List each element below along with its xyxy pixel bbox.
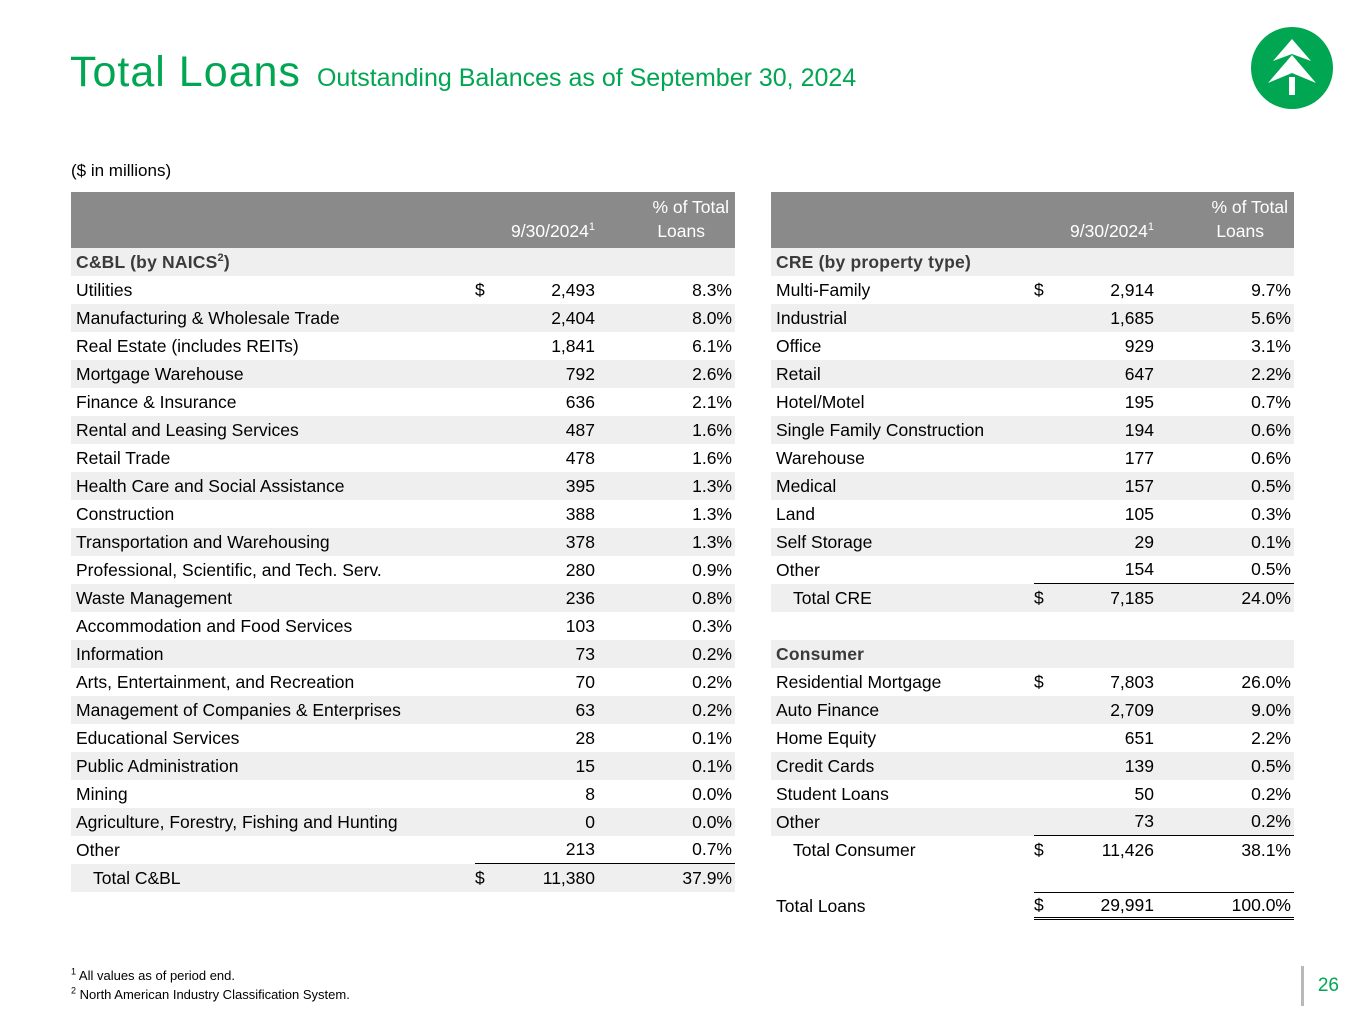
- row-label: Rental and Leasing Services: [76, 419, 299, 440]
- row-label: Manufacturing & Wholesale Trade: [76, 307, 340, 328]
- row-value: 8: [585, 783, 595, 804]
- spacer-row: [771, 612, 1294, 640]
- row-label: Public Administration: [76, 755, 239, 776]
- row-value: 177: [1124, 447, 1154, 468]
- table-row: [771, 780, 1294, 808]
- row-pct: 2.6%: [692, 363, 732, 384]
- row-pct: 0.2%: [1251, 783, 1291, 804]
- row-label: Utilities: [76, 279, 133, 300]
- row-pct: 3.1%: [1251, 335, 1291, 356]
- row-label: Single Family Construction: [776, 419, 985, 440]
- row-label: CRE (by property type): [776, 251, 971, 272]
- dollar-sign: [1034, 556, 1064, 584]
- title-row: [70, 48, 856, 97]
- row-pct: 8.0%: [692, 307, 732, 328]
- table-row: [71, 472, 735, 500]
- row-value: 0: [585, 811, 595, 832]
- row-value: 28: [575, 727, 595, 748]
- row-value: 478: [565, 447, 595, 468]
- row-label: Total Loans: [776, 895, 866, 916]
- row-pct: 6.1%: [692, 335, 732, 356]
- row-pct: 0.2%: [692, 643, 732, 664]
- row-label: Finance & Insurance: [76, 391, 237, 412]
- dollar-sign: $: [1034, 892, 1064, 920]
- row-value: 11,380: [542, 867, 595, 888]
- dollar-sign: $: [475, 279, 485, 300]
- row-value: 2,404: [551, 307, 595, 328]
- row-value: 73: [575, 643, 595, 664]
- table-row: [771, 808, 1294, 836]
- row-pct: 2.2%: [1251, 727, 1291, 748]
- row-value: 50: [1134, 783, 1154, 804]
- total-row: [771, 892, 1294, 920]
- row-value: 395: [565, 475, 595, 496]
- table-row: [771, 500, 1294, 528]
- row-label: Student Loans: [776, 783, 889, 804]
- table-row: [771, 528, 1294, 556]
- row-pct: 1.3%: [692, 503, 732, 524]
- row-pct: 37.9%: [682, 867, 732, 888]
- row-label: Transportation and Warehousing: [76, 531, 330, 552]
- table-row: [71, 444, 735, 472]
- table-row: [771, 472, 1294, 500]
- page-title: Total Loans: [70, 48, 301, 96]
- page-number: 26: [1317, 975, 1339, 996]
- table-row: [771, 360, 1294, 388]
- row-value: 388: [565, 503, 595, 524]
- table-row: [771, 388, 1294, 416]
- row-pct: 0.3%: [1251, 503, 1291, 524]
- footnote: $^1$ All values as of period end.: [71, 966, 236, 983]
- dollar-sign: [475, 836, 505, 864]
- company-logo: [1251, 27, 1333, 109]
- row-value: 1,841: [551, 335, 595, 356]
- page-subtitle: Outstanding Balances as of September 30, 2024: [316, 64, 857, 92]
- row-label: Educational Services: [76, 727, 240, 748]
- row-label: Professional, Scientific, and Tech. Serv.: [76, 559, 382, 580]
- table-row: [71, 808, 735, 836]
- table-row: [71, 696, 735, 724]
- row-pct: 24.0%: [1241, 587, 1291, 608]
- row-value: 11,426: [1101, 839, 1154, 860]
- row-pct: 26.0%: [1241, 671, 1291, 692]
- row-value: 105: [1124, 503, 1154, 524]
- row-label: Health Care and Social Assistance: [76, 475, 345, 496]
- row-pct: 100.0%: [1156, 892, 1294, 920]
- row-value: 139: [1124, 755, 1154, 776]
- page-number-divider: [1301, 966, 1304, 1006]
- section-header-row: [771, 248, 1294, 276]
- row-pct: 2.2%: [1251, 363, 1291, 384]
- table-row: [71, 304, 735, 332]
- table-row: [771, 696, 1294, 724]
- row-value: 647: [1124, 363, 1154, 384]
- row-label: Management of Companies & Enterprises: [76, 699, 401, 720]
- table-row: [71, 276, 735, 304]
- table-header: [71, 192, 735, 248]
- row-pct: 0.9%: [692, 559, 732, 580]
- row-pct: 5.6%: [1251, 307, 1291, 328]
- total-row: [771, 584, 1294, 612]
- row-label: Warehouse: [776, 447, 865, 468]
- row-pct: 0.3%: [692, 615, 732, 636]
- row-label: Other: [776, 811, 820, 832]
- row-value: 157: [1124, 475, 1154, 496]
- row-label: Home Equity: [776, 727, 877, 748]
- row-label: Other: [776, 559, 820, 580]
- dollar-sign: $: [1034, 279, 1044, 300]
- row-value: 70: [575, 671, 595, 692]
- total-row: [771, 836, 1294, 864]
- row-value: 792: [565, 363, 595, 384]
- row-value: 2,493: [551, 279, 595, 300]
- dollar-sign: $: [1034, 587, 1044, 608]
- row-label: Arts, Entertainment, and Recreation: [76, 671, 355, 692]
- row-value: 103: [565, 615, 595, 636]
- row-value: 154: [1064, 556, 1156, 584]
- row-label: Credit Cards: [776, 755, 875, 776]
- table-row: [771, 416, 1294, 444]
- row-pct: 8.3%: [692, 279, 732, 300]
- row-label: C&BL (by NAICS$^2$): [76, 251, 230, 272]
- column-header-blank: [771, 192, 1034, 248]
- table-row: [71, 640, 735, 668]
- row-pct: 0.6%: [1251, 447, 1291, 468]
- row-pct: 0.8%: [692, 587, 732, 608]
- row-label: Industrial: [776, 307, 848, 328]
- dollar-sign: $: [475, 867, 485, 888]
- table-row: [771, 752, 1294, 780]
- row-pct: 0.2%: [692, 699, 732, 720]
- row-value: 2,709: [1110, 699, 1154, 720]
- table-row: [71, 416, 735, 444]
- spacer-row: [771, 864, 1294, 892]
- table-row: [771, 556, 1294, 584]
- row-pct: 0.1%: [692, 727, 732, 748]
- row-pct: 0.7%: [1251, 391, 1291, 412]
- table-row: [71, 388, 735, 416]
- row-value: 213: [505, 836, 597, 864]
- row-label: Medical: [776, 475, 837, 496]
- table-row: [71, 332, 735, 360]
- table-row: [71, 780, 735, 808]
- table-row: [71, 528, 735, 556]
- table-row: [71, 668, 735, 696]
- table-row: [771, 304, 1294, 332]
- row-label: Agriculture, Forestry, Fishing and Hunting: [76, 811, 398, 832]
- row-pct: 0.5%: [1156, 556, 1294, 584]
- table-row: [71, 556, 735, 584]
- row-label: Other: [76, 839, 120, 860]
- table-row: [771, 332, 1294, 360]
- table-row: [771, 276, 1294, 304]
- row-pct: 0.0%: [692, 811, 732, 832]
- row-pct: 1.6%: [692, 447, 732, 468]
- row-value: 487: [565, 419, 595, 440]
- row-value: 651: [1124, 727, 1154, 748]
- row-pct: 9.7%: [1251, 279, 1291, 300]
- row-label: Mortgage Warehouse: [76, 363, 244, 384]
- row-value: 1,685: [1110, 307, 1154, 328]
- row-value: 29: [1134, 531, 1154, 552]
- row-pct: 1.3%: [692, 531, 732, 552]
- row-value: 236: [565, 587, 595, 608]
- row-value: 15: [575, 755, 595, 776]
- logo-tree-icon: [1251, 27, 1333, 109]
- row-pct: 1.6%: [692, 419, 732, 440]
- row-value: 195: [1124, 391, 1154, 412]
- column-header-date: 9/30/2024$^1$: [511, 221, 595, 241]
- row-pct: 9.0%: [1251, 699, 1291, 720]
- cre-consumer-table: [771, 192, 1294, 920]
- row-label: Land: [776, 503, 815, 524]
- row-label: Accommodation and Food Services: [76, 615, 353, 636]
- row-value: 280: [565, 559, 595, 580]
- row-label: Auto Finance: [776, 699, 880, 720]
- dollar-sign: $: [1034, 671, 1044, 692]
- row-pct: 2.1%: [692, 391, 732, 412]
- row-label: Total CRE: [793, 587, 872, 608]
- row-label: Retail: [776, 363, 821, 384]
- row-label: Total Consumer: [793, 839, 916, 860]
- total-row: [71, 864, 735, 892]
- table-row: [71, 752, 735, 780]
- column-header-pct: % of Total Loans: [652, 197, 729, 241]
- column-header-pct: % of Total Loans: [1211, 197, 1288, 241]
- row-label: Office: [776, 335, 822, 356]
- row-label: Retail Trade: [76, 447, 171, 468]
- page-number-area: [1301, 966, 1339, 1006]
- column-header-blank: [71, 192, 475, 248]
- table-row: [71, 612, 735, 640]
- row-label: Self Storage: [776, 531, 873, 552]
- row-value: 7,185: [1110, 587, 1154, 608]
- footnotes: [71, 966, 350, 1004]
- row-label: Waste Management: [76, 587, 232, 608]
- column-header-date: 9/30/2024$^1$: [1070, 221, 1154, 241]
- row-pct: 0.6%: [1251, 419, 1291, 440]
- row-value: 63: [575, 699, 595, 720]
- row-pct: 0.0%: [692, 783, 732, 804]
- row-label: Real Estate (includes REITs): [76, 335, 299, 356]
- section-header-row: [71, 248, 735, 276]
- row-pct: 0.2%: [692, 671, 732, 692]
- row-pct: 0.2%: [1156, 808, 1294, 836]
- row-label: Total C&BL: [93, 867, 181, 888]
- row-label: Multi-Family: [776, 279, 871, 300]
- row-label: Consumer: [776, 643, 865, 664]
- table-row: [771, 668, 1294, 696]
- row-pct: 0.5%: [1251, 475, 1291, 496]
- footnote: $^2$ North American Industry Classification System.: [71, 985, 350, 1002]
- section-header-row: [771, 640, 1294, 668]
- table-row: [71, 360, 735, 388]
- table-header: [771, 192, 1294, 248]
- row-pct: 0.7%: [597, 836, 735, 864]
- row-pct: 0.5%: [1251, 755, 1291, 776]
- row-value: 29,991: [1064, 892, 1156, 920]
- table-row: [771, 724, 1294, 752]
- row-label: Mining: [76, 783, 128, 804]
- row-pct: 0.1%: [692, 755, 732, 776]
- dollar-sign: [1034, 808, 1064, 836]
- row-label: Hotel/Motel: [776, 391, 865, 412]
- row-pct: 1.3%: [692, 475, 732, 496]
- table-row: [71, 836, 735, 864]
- row-label: Information: [76, 643, 164, 664]
- dollar-sign: $: [1034, 839, 1044, 860]
- units-note: ($ in millions): [71, 161, 172, 180]
- row-pct: 38.1%: [1241, 839, 1291, 860]
- row-label: Construction: [76, 503, 175, 524]
- row-value: 194: [1124, 419, 1154, 440]
- table-row: [71, 724, 735, 752]
- table-row: [771, 444, 1294, 472]
- table-row: [71, 500, 735, 528]
- row-value: 929: [1124, 335, 1154, 356]
- row-value: 636: [565, 391, 595, 412]
- row-pct: 0.1%: [1251, 531, 1291, 552]
- row-value: 378: [565, 531, 595, 552]
- cbl-table: [71, 192, 735, 892]
- row-value: 73: [1064, 808, 1156, 836]
- row-value: 7,803: [1110, 671, 1154, 692]
- row-value: 2,914: [1110, 279, 1154, 300]
- row-label: Residential Mortgage: [776, 671, 942, 692]
- table-row: [71, 584, 735, 612]
